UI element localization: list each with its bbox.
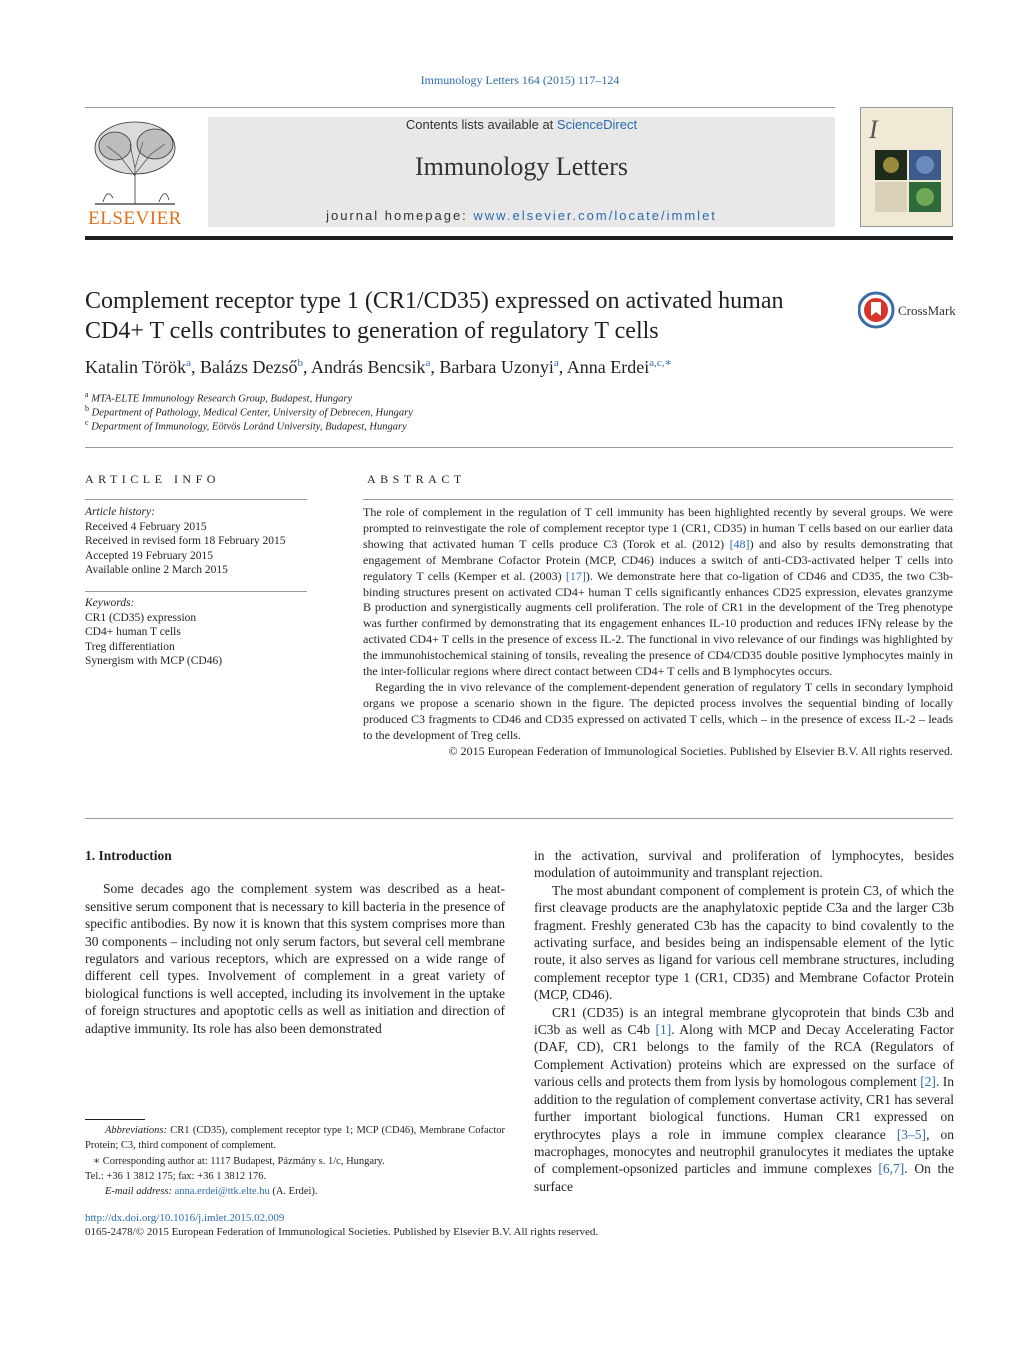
journal-reference-link[interactable]: Immunology Letters 164 (2015) 117–124 (420, 73, 620, 87)
history-item: Accepted 19 February 2015 (85, 549, 214, 562)
body-text: , on macrophages, monocytes and neutrophil granulocytes it mediates the uptake of complement-opsonized particles and immune complexes (534, 1126, 954, 1177)
homepage-link[interactable]: www.elsevier.com/locate/immlet (473, 208, 717, 223)
abstract-paragraph: Regarding the in vivo relevance of the complement-dependent generation of regulatory T cells in secondary lymphoid organs we propose a scenario shown in the figure. The depicted process involves the sequential binding of locally produced C3 fragments to CD46 and CD35 expressed on activated T cells, which – in the presence of excess IL-2 – leads to the development of Treg cells. (363, 679, 953, 742)
citation-link[interactable]: [17] (565, 568, 586, 583)
crossmark-icon (858, 291, 958, 331)
affiliation-marker: b (85, 404, 89, 413)
footnotes (85, 1123, 505, 1199)
cover-artwork (861, 108, 953, 227)
affiliation (85, 390, 785, 405)
body-text: . Along with MCP and Decay Accelerating Factor (DAF, CD), CR1 belongs to the family of the RCA (Regulators of Complement Activation) proteins which are expressed on the surface of various cells and protects them from lysis by homologous complement (534, 1022, 954, 1090)
abstract-copyright: © 2015 European Federation of Immunological Societies. Published by Elsevier B.V. All rights reserved. (448, 743, 953, 758)
citation-link[interactable]: [48] (729, 536, 750, 551)
crossmark-label: CrossMark (898, 303, 956, 318)
body-text: . In addition to the regulation of complement convertase activity, CR1 has several further important biological functions. Human CR1 expressed on erythrocytes plays a role in immune complex clearance (534, 1074, 955, 1142)
affiliation (85, 418, 785, 433)
abstract-paragraph (363, 505, 953, 680)
affiliation-marker: a (85, 390, 89, 399)
journal-cover-thumbnail[interactable] (860, 107, 953, 227)
affiliation (85, 404, 785, 419)
citation-link[interactable]: [3–5] (896, 1126, 927, 1142)
body-paragraph: The most abundant component of complement is protein C3, of which the first cleavage products are the anaphylatoxic peptide C3a and the larger C3b fragment. Freshly generated C3b has the capacity to bind covalently to the activating surface, and besides being an indispensable element of the lytic route, it also serves as ligand for various cell membrane structures, including complement receptor type 1 (CR1, CD35) and Membrane Cofactor Protein (MCP, CD46). (534, 882, 954, 1003)
history-item: Received 4 February 2015 (85, 520, 207, 533)
header-thick-rule (85, 236, 953, 240)
contents-line (208, 117, 835, 132)
homepage-prefix: journal homepage: (326, 208, 474, 223)
history-item: Received in revised form 18 February 2015 (85, 535, 286, 548)
author-name[interactable]: Balázs Dezső (200, 357, 298, 377)
keywords-label: Keywords: (85, 597, 135, 609)
abstract-body (363, 505, 953, 760)
keyword-item: CR1 (CD35) expression (85, 611, 197, 624)
abstract-text: The role of complement in the regulation of T cell immunity has been highlighted recently by several groups. We were prompted to reinvestigate the role of complement receptor type 1 (CR1, CD35) in human T cells based on our earlier data showing that activated human T cells produce C3 (Torok et al. (2012) (363, 505, 953, 551)
article-history (85, 505, 325, 578)
author-list: Katalin Török$^a$, Balázs Dezső$^b$, András Bencsik$^a$, Barbara Uzonyi$^a$, Anna Erdei$^{a,c,∗}$ (85, 357, 672, 377)
article-info-rule (85, 499, 307, 500)
corresponding-author-footnote: ∗ Corresponding author at: 1117 Budapest, Pázmány s. 1/c, Hungary. (93, 1155, 385, 1167)
email-suffix: (A. Erdei). (269, 1186, 318, 1198)
email-label: E-mail address: (105, 1186, 172, 1198)
abstract-rule (363, 499, 953, 500)
history-item: Available online 2 March 2015 (85, 564, 228, 577)
author-affiliation-marker[interactable]: a,c,∗ (649, 357, 672, 369)
email-footnote (85, 1184, 505, 1199)
affiliation-text: MTA-ELTE Immunology Research Group, Budapest, Hungary (91, 393, 353, 405)
affiliation-text: Department of Immunology, Eötvös Loránd University, Budapest, Hungary (91, 421, 407, 433)
body-paragraph: in the activation, survival and proliferation of lymphocytes, besides modulation of autoimmunity and transplant rejection. (534, 848, 954, 881)
body-text: CR1 (CD35) is an integral membrane glycoprotein that binds C3b and iC3b as well as C4b (534, 1004, 954, 1038)
article-info-heading: ARTICLE INFO (85, 472, 220, 486)
abstract-text: ) and also by results demonstrating that engagement of Membrane Cofactor Protein (MCP, CD46) induces a switch of anti-CD3-activated helper T cells into regulatory T cells (Kemper et al. (2003) (363, 536, 953, 583)
abstract-heading: ABSTRACT (367, 472, 466, 486)
section-heading: 1. Introduction (85, 848, 172, 863)
contact-footnote: Tel.: +36 1 3812 175; fax: +36 1 3812 176. (85, 1170, 267, 1182)
author-affiliation-marker[interactable]: a (425, 357, 431, 369)
author-affiliation-marker[interactable]: b (297, 357, 304, 369)
author-name[interactable]: Anna Erdei (566, 357, 650, 377)
keyword-item: Treg differentiation (85, 640, 175, 653)
keyword-item: CD4+ human T cells (85, 626, 181, 639)
abbreviations-footnote (85, 1123, 505, 1154)
doi-link[interactable]: http://dx.doi.org/10.1016/j.imlet.2015.02.009 (85, 1212, 285, 1224)
keywords-rule (85, 591, 307, 592)
issn-copyright: 0165-2478/© 2015 European Federation of Immunological Societies. Published by Elsevier B.V. All rights reserved. (85, 1226, 599, 1238)
body-paragraph (534, 1004, 954, 1195)
citation-link[interactable]: [2] (920, 1074, 936, 1090)
journal-name: Immunology Letters (414, 152, 628, 181)
author-name[interactable]: Barbara Uzonyi (439, 357, 554, 377)
body-right-column (534, 847, 954, 1195)
author-name[interactable]: András Bencsik (311, 357, 426, 377)
elsevier-wordmark: ELSEVIER (88, 208, 182, 229)
abbreviations-label: Abbreviations: (105, 1125, 168, 1136)
svg-text:I: I (869, 115, 878, 144)
abstract-text: ). We demonstrate here that co-ligation of CD46 and CD35, the two C3b-binding structures present on activated CD4+ human T cells significantly enhances CD25 expression, elevates granzyme B production and synergistically augments cell proliferation. The role of CR1 in the development of the Treg phenotype was further confirmed by demonstrating that its engagement enhances IL-10 production and reduces IFNγ release by the activated CD4+ T cells in the presence of excess IL-2. The functional in vivo relevance of our findings was highlighted by the immunohistochemical staining of tonsils, revealing the presence of CD4/CD35 double positive lymphocytes mainly in the inter-follicular regions where direct contact between CD4+ T cells and B lymphocytes occurs. (363, 568, 953, 679)
citation-link[interactable]: [1] (655, 1022, 672, 1038)
homepage-line (208, 208, 835, 223)
body-paragraph: Some decades ago the complement system was described as a heat-sensitive serum component that is necessary to kill bacteria in the presence of specific antibodies. By now it is known that this system comprises more than 30 components – including not only serum factors, but several cell membrane regulators and various receptors, which are expressed on a wide range of different cell types. Involvement of complement in a great variety of biological functions is well accepted, including its involvement in the uptake of foreign structures and apoptotic cells as well as initiation and direction of adaptive immunity. Its role has also been demonstrated (85, 881, 505, 1036)
contents-prefix: Contents lists available at (405, 117, 557, 132)
body-rule (85, 818, 953, 819)
affiliation-text: Department of Pathology, Medical Center, University of Debrecen, Hungary (91, 407, 413, 419)
sciencedirect-link[interactable]: ScienceDirect (556, 117, 638, 132)
abbreviations-text: CR1 (CD35), complement receptor type 1; MCP (CD46), Membrane Cofactor Protein; C3, third component of complement. (85, 1125, 505, 1152)
keywords (85, 596, 325, 669)
footnote-rule (85, 1119, 145, 1120)
history-label: Article history: (85, 506, 155, 518)
top-rule (85, 107, 835, 108)
body-text: . On the surface (534, 1161, 954, 1194)
crossmark-badge[interactable] (858, 291, 958, 331)
author-affiliation-marker[interactable]: a (186, 357, 192, 369)
affiliations-rule (85, 447, 953, 448)
author-name[interactable]: Katalin Török (85, 357, 187, 377)
citation-link[interactable]: [6,7] (878, 1161, 905, 1177)
author-affiliation-marker[interactable]: a (553, 357, 559, 369)
email-link[interactable]: anna.erdei@ttk.elte.hu (174, 1186, 270, 1198)
body-left-column (85, 847, 505, 1037)
keyword-item: Synergism with MCP (CD46) (85, 655, 223, 668)
affiliation-marker: c (85, 418, 89, 427)
article-title: Complement receptor type 1 (CR1/CD35) expressed on activated human CD4+ T cells contributes to generation of regulatory T cells (85, 288, 784, 344)
